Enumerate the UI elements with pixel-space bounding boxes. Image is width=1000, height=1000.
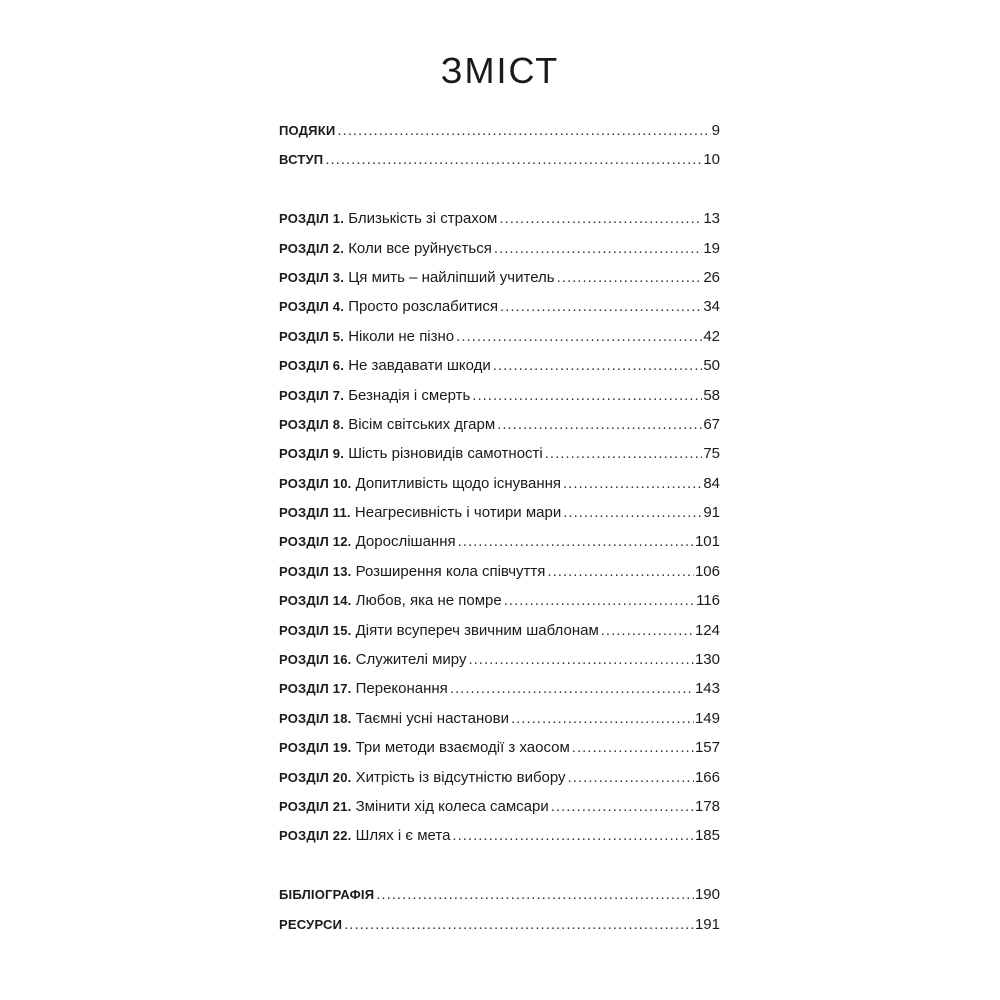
- toc-entry-title: Близькість зі страхом: [348, 210, 498, 228]
- toc-entry-title: Любов, яка не помре: [355, 592, 502, 610]
- toc-entry: [279, 910, 720, 939]
- toc-entry-label: РОЗДІЛ 22.: [279, 828, 352, 844]
- toc-entry-page-number: 9: [711, 122, 720, 139]
- toc-entry: [279, 234, 720, 263]
- toc-entry: [279, 527, 720, 556]
- toc-entry-title: Діяти всупереч звичним шаблонам: [355, 621, 599, 639]
- toc-entry-title: Ця мить – найліпший учитель: [348, 268, 555, 286]
- toc-entry-page-number: 10: [703, 151, 720, 169]
- dot-leader: [511, 704, 694, 733]
- toc-entry: [279, 381, 720, 410]
- page-title: ЗМІСТ: [440, 50, 560, 91]
- toc-entry-title: Служителі миру: [355, 651, 467, 669]
- toc-entry-label: РОЗДІЛ 6.: [279, 358, 345, 374]
- toc-entry-label: РОЗДІЛ 10.: [279, 475, 352, 491]
- toc-entry-page-number: 34: [703, 298, 720, 316]
- toc-entry: [279, 292, 720, 321]
- toc-entry-label: РОЗДІЛ 21.: [279, 798, 352, 814]
- dot-leader: [504, 586, 695, 615]
- toc-entry-page-number: 67: [703, 415, 720, 433]
- toc-entry-title: Дорослішання: [355, 533, 456, 551]
- toc-entry-page-number: 130: [694, 651, 720, 669]
- toc-entry: [279, 204, 720, 233]
- dot-leader: [450, 674, 694, 703]
- toc-entry: [279, 145, 720, 174]
- dot-leader: [452, 821, 694, 850]
- toc-entry: [279, 674, 720, 703]
- toc-entry: [279, 645, 720, 674]
- toc-entry: [279, 880, 720, 909]
- toc-entry-page-number: 166: [694, 768, 720, 786]
- toc-entry: [279, 469, 720, 498]
- toc-entry-label: РЕСУРСИ: [279, 916, 343, 932]
- toc-entry-label: РОЗДІЛ 7.: [279, 387, 345, 403]
- toc-entry-page-number: 58: [703, 386, 720, 404]
- toc-entry-page-number: 75: [703, 445, 720, 463]
- toc-entry-page-number: 84: [703, 474, 720, 492]
- table-of-contents: [279, 116, 720, 939]
- toc-entry-label: РОЗДІЛ 5.: [279, 328, 345, 344]
- dot-leader: [572, 733, 694, 762]
- dot-leader: [494, 234, 702, 263]
- dot-leader: [563, 498, 702, 527]
- toc-entry-title: Вісім світських дгарм: [348, 415, 496, 433]
- toc-entry-title: Шість різновидів самотності: [348, 445, 543, 463]
- toc-entry-page-number: 143: [694, 680, 720, 698]
- toc-entry-label: ПОДЯКИ: [279, 123, 336, 138]
- toc-entry-title: Переконання: [355, 680, 448, 698]
- toc-entry-label: РОЗДІЛ 11.: [279, 505, 351, 521]
- toc-entry-title: Неагресивність і чотири мари: [354, 504, 562, 522]
- toc-entry-label: БІБЛІОГРАФІЯ: [279, 887, 375, 903]
- toc-entry-title: Розширення кола співчуття: [355, 562, 546, 580]
- toc-entry: [279, 439, 720, 468]
- dot-leader: [568, 763, 694, 792]
- toc-entry-title: Таємні усні настанови: [355, 709, 509, 727]
- toc-entry-title: Шлях і є мета: [355, 827, 451, 845]
- toc-entry-label: РОЗДІЛ 16.: [279, 652, 352, 668]
- dot-leader: [325, 145, 702, 174]
- dot-leader: [376, 880, 694, 909]
- toc-entry-label: РОЗДІЛ 20.: [279, 769, 352, 785]
- toc-entry: [279, 263, 720, 292]
- toc-entry-title: Не завдавати шкоди: [348, 357, 491, 375]
- toc-entry-title: Коли все руйнується: [348, 239, 492, 257]
- dot-leader: [551, 792, 694, 821]
- dot-leader: [500, 292, 702, 321]
- toc-entry: [279, 616, 720, 645]
- toc-entry-page-number: 149: [694, 709, 720, 727]
- dot-leader: [468, 645, 694, 674]
- toc-entry: [279, 498, 720, 527]
- toc-entry-label: РОЗДІЛ 18.: [279, 710, 352, 726]
- toc-entry: [279, 410, 720, 439]
- toc-entry-label: РОЗДІЛ 9.: [279, 446, 345, 462]
- toc-entry-label: РОЗДІЛ 19.: [279, 740, 352, 756]
- toc-entry-label: РОЗДІЛ 15.: [279, 622, 352, 638]
- dot-leader: [458, 527, 694, 556]
- toc-entry-page-number: 101: [694, 533, 720, 551]
- toc-entry-title: Три методи взаємодії з хаосом: [355, 739, 570, 757]
- toc-entry-label: РОЗДІЛ 17.: [279, 681, 352, 697]
- dot-leader: [545, 439, 703, 468]
- dot-leader: [344, 910, 694, 939]
- dot-leader: [563, 469, 702, 498]
- toc-entry: [279, 116, 720, 145]
- dot-leader: [472, 381, 702, 410]
- toc-entry-page-number: 91: [703, 504, 720, 522]
- toc-entry: [279, 792, 720, 821]
- toc-entry-label: РОЗДІЛ 1.: [279, 211, 345, 227]
- toc-entry-page-number: 106: [694, 562, 720, 580]
- dot-leader: [601, 616, 694, 645]
- toc-entry-page-number: 185: [694, 827, 720, 845]
- toc-entry-page-number: 178: [694, 797, 720, 815]
- toc-entry-page-number: 116: [696, 592, 720, 610]
- toc-entry-page-number: 191: [694, 915, 720, 933]
- toc-entry-title: Допитливість щодо існування: [355, 474, 562, 492]
- toc-entry-label: РОЗДІЛ 12.: [279, 534, 352, 550]
- toc-entry: [279, 351, 720, 380]
- toc-entry-label: РОЗДІЛ 3.: [279, 269, 345, 285]
- dot-leader: [337, 116, 710, 145]
- toc-entry-label: РОЗДІЛ 4.: [279, 299, 345, 315]
- toc-entry-page-number: 26: [703, 268, 720, 286]
- toc-entry-label: РОЗДІЛ 8.: [279, 416, 345, 432]
- toc-entry: [279, 733, 720, 762]
- toc-entry-label: РОЗДІЛ 13.: [279, 563, 352, 579]
- dot-leader: [547, 557, 694, 586]
- toc-entry-page-number: 13: [703, 210, 720, 228]
- toc-entry-page-number: 157: [694, 739, 720, 757]
- toc-entry: [279, 704, 720, 733]
- dot-leader: [499, 204, 702, 233]
- dot-leader: [497, 410, 702, 439]
- toc-entry: [279, 322, 720, 351]
- toc-entry-label: РОЗДІЛ 2.: [279, 240, 345, 256]
- toc-entry-page-number: 42: [703, 327, 720, 345]
- toc-entry: [279, 586, 720, 615]
- dot-leader: [456, 322, 702, 351]
- toc-entry: [279, 763, 720, 792]
- dot-leader: [493, 351, 703, 380]
- toc-entry: [279, 557, 720, 586]
- toc-entry-page-number: 190: [694, 886, 720, 904]
- toc-entry-label: РОЗДІЛ 14.: [279, 593, 352, 609]
- toc-entry-title: Просто розслабитися: [348, 298, 499, 316]
- toc-entry: [279, 821, 720, 850]
- toc-entry-label: ВСТУП: [279, 152, 324, 168]
- toc-entry-page-number: 124: [694, 621, 720, 639]
- toc-entry-page-number: 50: [703, 357, 720, 375]
- toc-entry-title: Ніколи не пізно: [348, 327, 455, 345]
- toc-entry-title: Змінити хід колеса самсари: [355, 797, 549, 815]
- toc-entry-page-number: 19: [703, 239, 720, 257]
- dot-leader: [557, 263, 703, 292]
- toc-entry-title: Хитрість із відсутністю вибору: [355, 768, 566, 786]
- toc-entry-title: Безнадія і смерть: [348, 386, 471, 404]
